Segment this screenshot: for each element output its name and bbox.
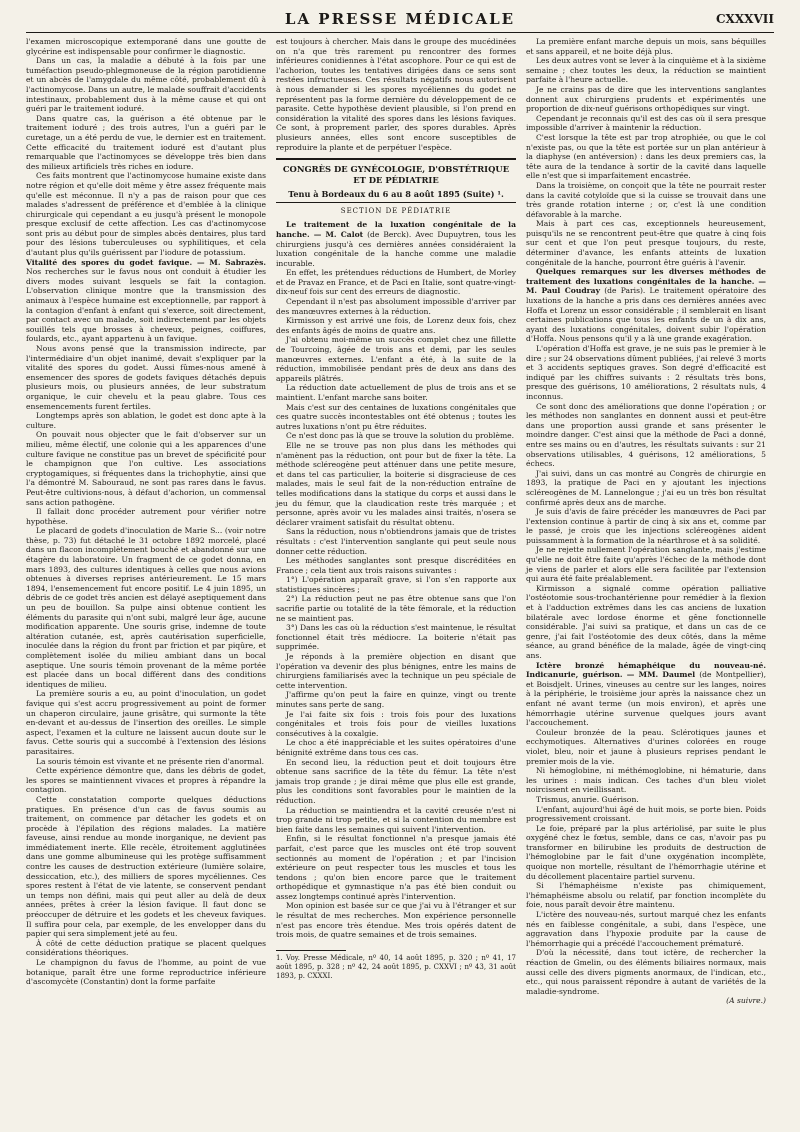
paragraph-text: Le foie, préparé par la plus artériolisé, par suite le plus oxygéné chez le fœtus, semble, dans ce cas, n'avoir pas pu transformer en bilirubine les produits de destruction de l'hémoglobine par le fait d'une oxygénation incomplète, quoique non mortelle, résultant de l'hémorrhagie utérine et du décollement placentaire partiel survenu. <box>526 823 766 881</box>
paragraph-text: Ce n'est donc pas là que se trouve la solution du problème. <box>286 431 515 441</box>
text-columns <box>26 37 774 1006</box>
paragraph <box>276 623 516 652</box>
paragraph-text: Dans un cas, la maladie a débuté à la fois par une tuméfaction pseudo-phlegmoneuse de la région parotidienne et un abcès de l'amygdale du même côté, probablement dû à l'actinomycose. Dans un autre, le malade souffrait d'accidents intestinaux, probablement dus à la même cause et qui ont guéri par le traitement ioduré. <box>26 56 266 114</box>
paragraph <box>276 220 516 268</box>
paragraph <box>276 690 516 709</box>
paragraph <box>26 958 266 987</box>
paragraph <box>276 594 516 623</box>
paragraph-text: L'ictère des nouveau-nés, surtout marqué chez les enfants nés en faiblesse congénitale, a subi, dans l'espèce, une aggravation dans l'hypoxie produite par la cause de l'hémorrhagie qui a précédé l'accouchement prématuré. <box>526 910 766 948</box>
paragraph-text: Je l'ai faite six fois : trois fois pour des luxations congénitales et trois fois pour de vieilles luxations consécutives à la coxalgie. <box>276 709 516 738</box>
paragraph <box>26 507 266 526</box>
paragraph-text: Trismus, anurie. Guérison. <box>536 794 639 804</box>
paragraph-text: Ces faits montrent que l'actinomycose humaine existe dans notre région et qu'elle doit même y être assez fréquente mais qu'elle est méconnue. Il n'y a pas de raison pour que ces malades s'adressent de préférence et d'emblée à la clinique chirurgicale qui cependant a eu jusqu'à présent le monopole presque exclusif de cette affection. Les cas d'actinomycose sont pris au début pour de simples abcès dentaires, plus tard pour des lésions tuberculeuses ou syphilitiques, et cela d'autant plus qu'ils guérissent par l'iodure de potassium. <box>26 171 266 258</box>
paragraph-text: Je réponds à la première objection en disant que l'opération va devenir des plus bénignes, entre les mains de chirurgiens familiarisés avec la technique un peu spéciale de cette intervention. <box>276 652 516 690</box>
subheading: Quelques remarques sur les diverses méthodes de traitement des luxations congénitales de la hanche. — M. Paul Coudray <box>526 267 766 296</box>
paragraph <box>26 689 266 756</box>
column-3 <box>526 37 766 1006</box>
paragraph-text: Mon opinion est basée sur ce que j'ai vu à l'étranger et sur le résultat de mes recherches. Mon expérience personnelle n'est pas encore très étendue. Mes trois opérés datent de trois mois, de quatre semaines et de trois semaines. <box>276 901 516 940</box>
paragraph <box>276 268 516 297</box>
paragraph-text: L'opération d'Hoffa est grave, je ne suis pas le premier à le dire ; sur 24 observations dûment publiées, j'ai relevé 3 morts et 3 accidents septiques graves. Son degré d'efficacité est indiqué par les chiffres suivants : 2 résultats très bons, presque des guérisons, 10 améliorations, 2 résultats nuls, 4 inconnus. <box>526 344 766 401</box>
paragraph <box>276 834 516 901</box>
paragraph <box>276 403 516 432</box>
paragraph-text: Ni hémoglobine, ni méthémoglobine, ni hématurie, dans les urines : mais indican. Ces taches d'un bleu violet noircissent en vieillissant. <box>526 766 766 795</box>
paragraph <box>26 411 266 430</box>
paragraph-text: La première enfant marche depuis un mois, sans béquilles et sans appareil, et ne boite déjà plus. <box>526 37 766 56</box>
paragraph-text: 3°) Dans les cas où la réduction s'est maintenue, le résultat fonctionnel était très médiocre. La boiterie n'était pas supprimée. <box>276 623 516 652</box>
journal-title: LA PRESSE MÉDICALE <box>284 10 516 28</box>
paragraph <box>276 297 516 316</box>
paragraph-text: Nos recherches sur le favus nous ont conduit à étudier les divers modes suivant lesquels se fait la contagion. L'observation clinique montre que la transmission des animaux à l'espèce humaine est exceptionnelle, par rapport à la contagion d'enfant à enfant qui s'exerce, soit directement, par contact avec un malade, soit indirectement par les objets souillés tels que brosses à cheveux, peignes, coiffures, foulards, etc., ayant appartenu à un favique. <box>26 267 266 344</box>
section-title: SECTION DE PÉDIATRIE <box>340 206 452 215</box>
paragraph <box>526 344 766 402</box>
paragraph <box>526 402 766 469</box>
paragraph-text: L'enfant, aujourd'hui âgé de huit mois, se porte bien. Poids progressivement croissant. <box>526 804 766 824</box>
paragraph <box>526 766 766 795</box>
paragraph <box>276 383 516 402</box>
paragraph <box>276 806 516 835</box>
paragraph-text: 2°) La réduction peut ne pas être obtenue sans que l'on sacrifie partie ou totalité de la tête fémorale, et la réduction ne se maintient pas. <box>276 594 516 623</box>
footnote-rule <box>276 950 346 951</box>
paragraph-text: (de Berck). Avec Dupuytren, tous les chirurgiens jusqu'à ces dernières années considéraient la luxation congénitale de la hanche comme une maladie incurable. <box>276 229 516 268</box>
paragraph-text: Je ne crains pas de dire que les interventions sanglantes donnent aux chirurgiens prudents et expérimentés une proportion de dix-neuf guérisons orthopédiques sur vingt. <box>526 84 766 114</box>
congress-title: CONGRÈS DE GYNÉCOLOGIE, D'OBSTÉTRIQUE ET DE PÉDIATRIE <box>282 164 510 186</box>
paragraph-text: Nous avons pensé que la transmission indirecte, par l'intermédiaire d'un objet inanimé, devait s'expliquer par la vitalité des spores du godet. Aussi fûmes-nous amené à ensemencer des spores de godets faviques détachés depuis plusieurs mois, ou plusieurs années, de leur substratum organique, le cuir chevelu et la peau glabre. Tous ces ensemencements furent fertiles. <box>26 344 266 411</box>
paragraph-text: Il fallait donc procéder autrement pour vérifier notre hypothèse. <box>26 507 266 526</box>
paragraph-text: En effet, les prétendues réductions de Humbert, de Morley et de Pravaz en France, et de Paci en Italie, sont quatre-vingt-dix-neuf fois sur cent des erreurs de diagnostic. <box>276 268 516 297</box>
paragraph-text: (de Montpellier), et Boisdjelt. Urines, vineuses au centre sur les langes, noires à la périphérie, le troisième jour après la naissance chez un enfant né avant terme (un mois environ), et après une hémorrhagie utérine survenue quelques jours avant l'accouchement. <box>526 670 766 728</box>
paragraph <box>26 766 266 795</box>
paragraph <box>526 507 766 545</box>
subheading: Ictère bronzé hémaphéique du nouveau-né. Indicanurie, guérison. — MM. Daumel <box>526 660 766 680</box>
paragraph-text: Cette constatation comporte quelques déductions pratiques. En présence d'un cas de favus soumis au traitement, on commence par détacher les godets et on procède à l'épilation des régions malades. La matière faveuse, ainsi rendue au monde inorganique, ne devient pas immédiatement inerte. Elle recèle, étroitement agglutinées dans une gomme albumineuse qui les protège suffisamment contre les causes de destruction extérieure (lumière solaire, dessiccation, etc.), des milliers de spores mycéliennes. Ces spores restent à l'état de vie latente, se conservent pendant un temps non défini, mais qui peut aller au delà de deux années, prêtes à créer la lésion favique. Il faut donc se préoccuper de détruire et les godets et les cheveux faviques. Il suffira pour cela, par exemple, de les envelopper dans du papier qui sera simplement jeté au feu. <box>26 794 266 939</box>
paragraph-text: La souris témoin est vivante et ne présente rien d'anormal. <box>36 756 264 766</box>
paragraph-text: 1°) L'opération apparaît grave, si l'on s'en rapporte aux statistiques sincères ; <box>276 575 516 594</box>
paragraph <box>276 710 516 739</box>
header-rule <box>26 32 774 33</box>
paragraph <box>526 133 766 181</box>
paragraph <box>276 556 516 575</box>
paragraph-text: Couleur bronzée de la peau. Sclérotiques jaunes et ecchymotiques. Alternatives d'urines colorées en rouge violet, bleu, noir et jaune à plusieurs reprises pendant le premier mois de la vie. <box>526 727 766 766</box>
paragraph <box>26 258 266 344</box>
paragraph-text: Le choc a été inappréciable et les suites opératoires d'une bénignité extrême dans tous ces cas. <box>276 738 516 757</box>
paragraph <box>526 584 766 661</box>
congress-header <box>276 158 516 203</box>
paragraph <box>526 85 766 114</box>
paragraph-text: Le placard de godets d'inoculation de Marie S... (voir notre thèse, p. 73) fut détaché le 31 octobre 1892 morcelé, placé dans un flacon incomplètement bouché et abandonné sur une étagère du laboratoire. Un fragment de ce godet donna, en mars 1893, des cultures identiques à celles que nous avions obtenues à diverses reprises antérieurement. Le 15 mars 1894, l'ensemencement fut encore positif. Le 4 juin 1895, un débris de ce godet très ancien est délayé aseptiquement dans un peu de bouillon. Sa pulpe ainsi obtenue contient les éléments du parasite qui n'ont subi, malgré leur âge, aucune modification apparente. Une souris grise, indemne de toute altération cutanée, est, après cautérisation superficielle, inoculée dans la région du front par friction et par piqûre, et complètement isolée du milieu ambiant dans un bocal aseptique. Une souris témoin provenant de la même portée est placée dans un bocal différent dans des conditions identiques de milieu. <box>26 526 266 689</box>
paragraph-text: l'examen microscopique extemporané dans une goutte de glycérine est indispensable pour confirmer le diagnostic. <box>26 37 266 56</box>
paragraph <box>526 114 766 133</box>
paragraph-text: Longtemps après son ablation, le godet est donc apte à la culture. <box>26 411 266 430</box>
paragraph <box>26 56 266 114</box>
paragraph-text: J'ai suivi, dans un cas montré au Congrès de chirurgie en 1893, la pratique de Paci en y ajoutant les injections scléreogènes de M. Lannelongue ; j'ai eu un très bon résultat confirmé après deux ans de marche. <box>526 468 766 507</box>
paragraph <box>526 805 766 824</box>
column-2 <box>276 37 516 1006</box>
subheading: Le traitement de la luxation congénitale de la hanche. — M. Calot <box>276 220 516 239</box>
congress-dates: Tenu à Bordeaux du 6 au 8 août 1895 (Suite) ¹. <box>288 189 504 200</box>
paragraph <box>526 469 766 507</box>
paragraph-text: Mais à part ces cas, exceptionnels heureusement, puisqu'ils ne se rencontrent peut-être que quatre à cinq fois sur cent et que l'on peut presque toujours, du reste, déterminer d'avance, les enfants atteints de luxation congénitale de la hanche, pourront être guéris à l'avenir. <box>526 219 766 267</box>
paragraph <box>526 267 766 344</box>
paragraph <box>26 114 266 172</box>
paragraph <box>276 441 516 527</box>
paragraph-text: Elle ne se trouve pas non plus dans les méthodes qui n'amènent pas la réduction, ont pour but de fixer la tête. La méthode scléreogène peut atténuer dans une petite mesure, et dans tel cas particulier, la boiterie si disgracieuse de ces malades, mais le seul fait de la non-réduction entraîne de telles modifications dans la statique du corps et aussi dans le jeu du fémur, que la claudication reste très marquée ; et personne, après avoir vu les malades ainsi traités, n'osera se déclarer vraiment satisfait du résultat obtenu. <box>276 440 516 527</box>
paragraph-text: Cependant je reconnais qu'il est des cas où il sera presque impossible d'arriver à maintenir la réduction. <box>526 113 766 133</box>
paragraph <box>26 526 266 689</box>
subheading: Vitalité des spores du godet favique. — M. Sabrazès. <box>26 257 266 267</box>
footnote: 1. Voy. Presse Médicale, nº 40, 14 août 1895, p. 320 ; nº 41, 17 août 1895, p. 328 ; nº 42, 24 août 1895, p. CXXVI ; nº 43, 31 août 1893, p. CXXXI. <box>276 953 516 980</box>
paragraph <box>526 948 766 996</box>
paragraph-text: Si l'hémaphéisme n'existe pas chimiquement, l'hémaphéisme absolu ou relatif, par fonction incomplète du foie, nous paraît devoir être maintenu. <box>526 881 766 910</box>
paragraph <box>26 795 266 939</box>
paragraph <box>276 758 516 806</box>
paragraph <box>276 575 516 594</box>
paragraph <box>526 910 766 948</box>
paragraph <box>526 56 766 85</box>
column-1 <box>26 37 266 1006</box>
paragraph <box>276 431 516 441</box>
column-3-body <box>526 37 766 996</box>
column-2-body <box>276 220 516 940</box>
paragraph-text: Le champignon du favus de l'homme, au point de vue botanique, paraît être une forme reproductrice inférieure d'ascomycète (Constantin) dont la forme parfaite <box>26 958 266 987</box>
paragraph-text: On pouvait nous objecter que le fait d'observer sur un milieu, même électif, une colonie qui a les apparences d'une culture favique ne constitue pas un brevet de spécificité pour le champignon que l'on cultive. Les associations cryptogamiques, si fréquentes dans la trichophytie, ainsi que l'a démontré M. Sabouraud, ne sont pas rares dans le favus. Peut-être cultivions-nous, à défaut d'achorion, un commensal sans action pathogène. <box>26 430 266 507</box>
paragraph-text: Kirmisson y est arrivé une fois, de Lorenz deux fois, chez des enfants âgés de moins de quatre ans. <box>276 316 516 335</box>
paragraph <box>26 939 266 958</box>
paragraph <box>26 344 266 411</box>
paragraph <box>26 430 266 507</box>
paragraph <box>26 757 266 767</box>
paragraph <box>276 527 516 556</box>
paragraph-text: Dans quatre cas, la guérison a été obtenue par le traitement ioduré ; des trois autres, l'un a guéri par le curetage, un a été perdu de vue, le dernier est en traitement. Cette efficacité du traitement ioduré est d'autant plus remarquable que l'actinomyces se développe très bien dans des milieux artificiels très riches en iodure. <box>26 113 266 171</box>
paragraph <box>526 37 766 56</box>
paragraph-text: Enfin, si le résultat fonctionnel n'a presque jamais été parfait, c'est parce que les muscles ont été trop souvent sectionnés au moment de l'opération ; et par l'incision extérieure on peut respecter tous les muscles et tous les tendons ; qu'on bien encore parce que le traitement orthopédique et gymnastique n'a pas été bien conduit ou assez longtemps continué après l'intervention. <box>276 834 516 901</box>
paragraph <box>526 181 766 219</box>
paragraph <box>26 171 266 257</box>
paragraph-text: Je suis d'avis de faire précéder les manœuvres de Paci par l'extension continue à partir de cinq à six ans et, comme par le passé, je crois que les injections scléreogènes aident puissamment à la formation de la néarthrose et à sa solidité. <box>526 507 766 545</box>
paragraph-text: D'où la nécessité, dans tout ictère, de rechercher la réaction de Gmelin, ou des éléments biliaires normaux, mais aussi celle des divers pigments anormaux, de l'indican, etc., etc., qui nous paraissent répondre à autant de variétés de la maladie-syndrome. <box>526 948 766 996</box>
paragraph-text: Mais c'est sur des centaines de luxations congénitales que ces quatre succès incontestables ont été obtenus ; toutes les autres luxations n'ont pu être réduites. <box>276 402 516 431</box>
paragraph <box>276 901 516 939</box>
paragraph-text: La réduction se maintiendra et la cavité creusée n'est ni trop grande ni trop petite, et si la contention du membre est bien faite dans les semaines qui suivent l'intervention. <box>276 805 516 834</box>
paragraph <box>276 738 516 757</box>
paragraph <box>526 545 766 583</box>
paragraph <box>276 652 516 690</box>
paragraph-text: est toujours à chercher. Mais dans le groupe des mucédinées on n'a que très rarement pu rencontrer des formes inférieures conidiennes à l'état ascophore. Pour ce qui est de l'achorion, toutes les tentatives dirigées dans ce sens sont restées infructueuses. Ces résultats négatifs nous autorisent à nous demander si les spores mycéliennes du godet ne représentent pas la forme dernière du développement de ce parasite. Cette hypothèse devient plausible, si l'on prend en considération la vitalité des spores dans les lésions faviques. Ce sont, à proprement parler, des spores durables. Après plusieurs années, elles sont encore susceptibles de reproduire la plante et de perpétuer l'espèce. <box>276 37 516 152</box>
paragraph-text: Cependant il n'est pas absolument impossible d'arriver par des manœuvres externes à la réduction. <box>276 297 516 316</box>
paragraph <box>526 728 766 766</box>
paragraph-text: Dans la troisième, on conçoit que la tête ne pourrait rester dans la cavité cotyloïde que si la cuisse se trouvait dans une très grande rotation interne ; or, c'est là une condition défavorable à la marche. <box>526 180 766 219</box>
paragraph <box>526 824 766 882</box>
paragraph-text: Sans la réduction, nous n'obtiendrons jamais que de tristes résultats : c'est l'intervention sanglante qui peut seule nous donner cette réduction. <box>276 527 516 556</box>
paragraph <box>526 661 766 728</box>
paragraph <box>526 219 766 267</box>
to-be-continued: (A suivre.) <box>726 996 766 1006</box>
paragraph-text: (de Paris). Le traitement opératoire des luxations de la hanche a pris dans ces dernières années avec Hoffa et Lorenz un essor considérable ; il semblerait en lisant certaines publications que tous les enfants de un à dix ans, ayant des luxations congénitales, doivent subir l'opération d'Hoffa. Nous pensons qu'il y a là une grande exagération. <box>526 286 766 344</box>
page-number: CXXXVII <box>715 12 774 26</box>
paragraph-text: La première souris a eu, au point d'inoculation, un godet favique qui s'est accru progressivement au point de former un chaperon circulaire, jaune grisâtre, qui surmonte la tête en-devant et au-dessus de l'insertion des oreilles. Le simple aspect, l'examen et la culture ne laissent aucun doute sur le favus. Cette souris qui a succombé à l'extension des lésions parasitaires. <box>26 689 266 756</box>
paragraph-text: En second lieu, la réduction peut et doit toujours être obtenue sans sacrifice de la tête du fémur. La tête n'est jamais trop grande ; je dirai même que plus elle est grande, plus les conditions sont favorables pour le maintien de la réduction. <box>276 757 516 805</box>
paragraph <box>276 316 516 335</box>
paragraph <box>526 881 766 910</box>
paragraph-text: Les deux autres vont se lever à la cinquième et à la sixième semaine ; chez toutes les deux, la réduction se maintient parfaite à l'heure actuelle. <box>526 56 766 85</box>
paragraph <box>526 795 766 805</box>
paragraph <box>276 37 516 152</box>
paragraph-text: J'ai obtenu moi-même un succès complet chez une fillette de Tourcoing, âgée de trois ans et demi, par les seules manœuvres externes. L'enfant a été, à la suite de la réduction, immobilisée pendant près de deux ans dans des appareils plâtrés. <box>276 335 516 383</box>
paragraph-text: J'affirme qu'on peut la faire en quinze, vingt ou trente minutes sans perte de sang. <box>276 690 516 709</box>
paragraph-text: Ce sont donc des améliorations que donne l'opération ; or les méthodes non sanglantes en donnent aussi et peut-être dans une proportion aussi grande et sans présenter le moindre danger. C'est ainsi que la méthode de Paci a donné, entre ses mains ou en d'autres, les résultats suivants : sur 21 observations utilisables, 4 guérisons, 12 améliorations, 5 échecs. <box>526 401 766 469</box>
paragraph-text: Kirmisson a signalé comme opération palliative l'ostéotomie sous-trochantérienne pour remédier à la flexion et à l'adduction extrêmes dans les cas anciens de luxation bilatérale avec lordose énorme et gêne fonctionnelle considérable. J'ai suivi sa pratique, et dans un cas de ce genre, j'ai fait l'ostéotomie des deux côtés, dans la même séance, au grand bénéfice de la malade, âgée de vingt-cinq ans. <box>526 583 766 660</box>
paragraph-text: C'est lorsque la tête est par trop atrophiée, ou que le col n'existe pas, ou que la tête est portée sur un plan antérieur à la diaphyse (en antéversion) : dans les deux premiers cas, la tête aura de la tendance à sortir de la cavité dans laquelle elle n'est que si imparfaitement encastrée. <box>526 132 766 181</box>
paragraph-text: Je ne rejette nullement l'opération sanglante, mais j'estime qu'elle ne doit être faite qu'après l'échec de la méthode dont je viens de parler et alors elle sera facilitée par l'extension qui aura été faite préalablement. <box>526 545 766 584</box>
paragraph <box>276 335 516 383</box>
column-2-continuation <box>276 37 516 152</box>
paragraph-text: Les méthodes sanglantes sont presque discréditées en France ; cela tient aux trois raisons suivantes : <box>276 556 516 575</box>
paragraph <box>26 37 266 56</box>
paragraph-text: Cette expérience démontre que, dans les débris de godet, les spores se maintiennent vivaces et propres à répandre la contagion. <box>26 766 266 795</box>
paragraph-text: La réduction date actuellement de plus de trois ans et se maintient. L'enfant marche sans boiter. <box>276 383 516 402</box>
paragraph-text: À côté de cette déduction pratique se placent quelques considérations théoriques. <box>26 938 266 958</box>
page-header <box>26 8 774 32</box>
